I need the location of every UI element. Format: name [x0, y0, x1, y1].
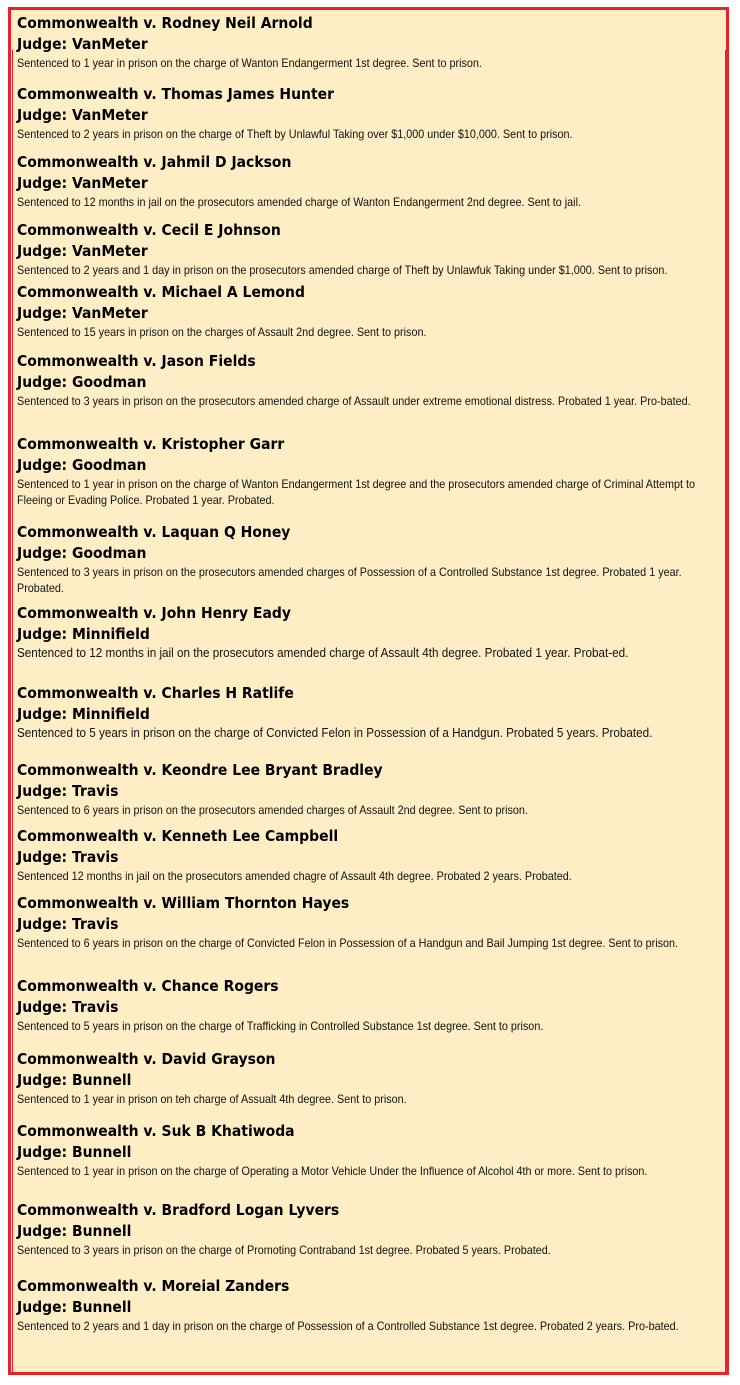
- sentence-text: Sentenced to 5 years in prison on the charge of Trafficking in Controlled Substance 1st degree. Sent to prison.: [17, 1019, 544, 1033]
- judge-name: Judge: Minnifield: [17, 625, 150, 643]
- case-title: Commonwealth v. Jahmil D Jackson: [17, 153, 292, 171]
- case-title: Commonwealth v. William Thornton Hayes: [17, 894, 350, 912]
- case-entry: [17, 12, 717, 71]
- judge-name: Judge: Bunnell: [17, 1143, 132, 1161]
- sentence-text: Sentenced to 1 year in prison on the charge of Wanton Endangerment 1st degree and the prosecutors amended charge of Criminal Attempt to Fleeing or Evading Police. Probated 1 year. Probated.: [17, 477, 696, 507]
- case-entry: [17, 759, 717, 818]
- judge-name: Judge: VanMeter: [17, 304, 148, 322]
- case-title: Commonwealth v. Charles H Ratlife: [17, 684, 294, 702]
- judge-name: Judge: VanMeter: [17, 242, 148, 260]
- sentence-text: Sentenced to 2 years and 1 day in prison on the prosecutors amended charge of Theft by Unlawfuk Taking under $1,000. Sent to prison.: [17, 263, 668, 277]
- case-entry: [17, 83, 717, 142]
- sentence-text: Sentenced to 6 years in prison on the charge of Convicted Felon in Possession of a Handgun and Bail Jumping 1st degree. Sent to prison.: [17, 936, 679, 950]
- judge-name: Judge: Minnifield: [17, 705, 150, 723]
- sentence-text: Sentenced 12 months in jail on the prosecutors amended chagre of Assault 4th degree. Probated 2 years. Probated.: [17, 869, 572, 883]
- sentence-text: Sentenced to 5 years in prison on the charge of Convicted Felon in Possession of a Handgun. Probated 5 years. Probated.: [17, 725, 653, 740]
- case-title: Commonwealth v. David Grayson: [17, 1050, 276, 1068]
- sentence-text: Sentenced to 3 years in prison on the prosecutors amended charge of Assault under extreme emotional distress. Probated 1 year. Pro-bated.: [17, 394, 691, 408]
- case-entry: [17, 825, 717, 884]
- case-entry: [17, 350, 717, 409]
- judge-name: Judge: Bunnell: [17, 1298, 132, 1316]
- case-title: Commonwealth v. Chance Rogers: [17, 977, 279, 995]
- judge-name: Judge: Travis: [17, 998, 119, 1016]
- judge-name: Judge: Bunnell: [17, 1071, 132, 1089]
- judge-name: Judge: VanMeter: [17, 106, 148, 124]
- sentence-text: Sentenced to 12 months in jail on the prosecutors amended charge of Wanton Endangerment 2nd degree. Sent to jail.: [17, 195, 581, 209]
- sentence-text: Sentenced to 1 year in prison on the charge of Wanton Endangerment 1st degree. Sent to prison.: [17, 56, 482, 70]
- sentence-text: Sentenced to 2 years and 1 day in prison on the charge of Possession of a Controlled Substance 1st degree. Probated 2 years. Pro-bated.: [17, 1319, 679, 1333]
- sentence-text: Sentenced to 3 years in prison on the prosecutors amended charges of Possession of a Controlled Substance 1st degree. Probated 1 year. Probated.: [17, 565, 682, 595]
- case-title: Commonwealth v. Suk B Khatiwoda: [17, 1122, 295, 1140]
- right-rule: [725, 50, 726, 1375]
- case-title: Commonwealth v. Thomas James Hunter: [17, 85, 334, 103]
- case-title: Commonwealth v. Laquan Q Honey: [17, 523, 291, 541]
- judge-name: Judge: Goodman: [17, 373, 147, 391]
- judge-name: Judge: Travis: [17, 915, 119, 933]
- case-entry: [17, 433, 717, 508]
- judge-name: Judge: Goodman: [17, 544, 147, 562]
- judge-name: Judge: Goodman: [17, 456, 147, 474]
- sentence-text: Sentenced to 6 years in prison on the prosecutors amended charges of Assault 2nd degree. Sent to prison.: [17, 803, 528, 817]
- judge-name: Judge: Bunnell: [17, 1222, 132, 1240]
- case-title: Commonwealth v. Bradford Logan Lyvers: [17, 1201, 340, 1219]
- judge-name: Judge: Travis: [17, 782, 119, 800]
- case-entry: [17, 521, 717, 596]
- case-title: Commonwealth v. Keondre Lee Bryant Bradley: [17, 761, 383, 779]
- case-title: Commonwealth v. Kenneth Lee Campbell: [17, 827, 339, 845]
- case-title: Commonwealth v. Cecil E Johnson: [17, 221, 281, 239]
- judge-name: Judge: Travis: [17, 848, 119, 866]
- case-entry: [17, 219, 717, 278]
- case-entry: [17, 1199, 717, 1258]
- case-title: Commonwealth v. Rodney Neil Arnold: [17, 14, 313, 32]
- case-entry: [17, 682, 717, 741]
- judge-name: Judge: VanMeter: [17, 35, 148, 53]
- case-entry: [17, 1048, 717, 1107]
- judge-name: Judge: VanMeter: [17, 174, 148, 192]
- sentence-text: Sentenced to 15 years in prison on the charges of Assault 2nd degree. Sent to prison.: [17, 325, 427, 339]
- case-title: Commonwealth v. Jason Fields: [17, 352, 256, 370]
- case-entry: [17, 281, 717, 340]
- sentence-text: Sentenced to 12 months in jail on the prosecutors amended charge of Assault 4th degree. Probated 1 year. Probat-ed.: [17, 645, 629, 660]
- case-entry: [17, 151, 717, 210]
- case-title: Commonwealth v. John Henry Eady: [17, 604, 291, 622]
- case-entry: [17, 1275, 717, 1334]
- sentence-text: Sentenced to 2 years in prison on the charge of Theft by Unlawful Taking over $1,000 under $10,000. Sent to prison.: [17, 127, 573, 141]
- sentence-text: Sentenced to 1 year in prison on the charge of Operating a Motor Vehicle Under the Influence of Alcohol 4th or more. Sent to prison.: [17, 1164, 648, 1178]
- left-rule: [12, 50, 13, 1375]
- case-title: Commonwealth v. Michael A Lemond: [17, 283, 305, 301]
- case-title: Commonwealth v. Moreial Zanders: [17, 1277, 290, 1295]
- sentence-text: Sentenced to 3 years in prison on the charge of Promoting Contraband 1st degree. Probated 5 years. Probated.: [17, 1243, 551, 1257]
- case-entry: [17, 602, 717, 661]
- case-entry: [17, 975, 717, 1034]
- case-entry: [17, 1120, 717, 1179]
- case-title: Commonwealth v. Kristopher Garr: [17, 435, 285, 453]
- sentence-text: Sentenced to 1 year in prison on teh charge of Assualt 4th degree. Sent to prison.: [17, 1092, 407, 1106]
- case-entry: [17, 892, 717, 951]
